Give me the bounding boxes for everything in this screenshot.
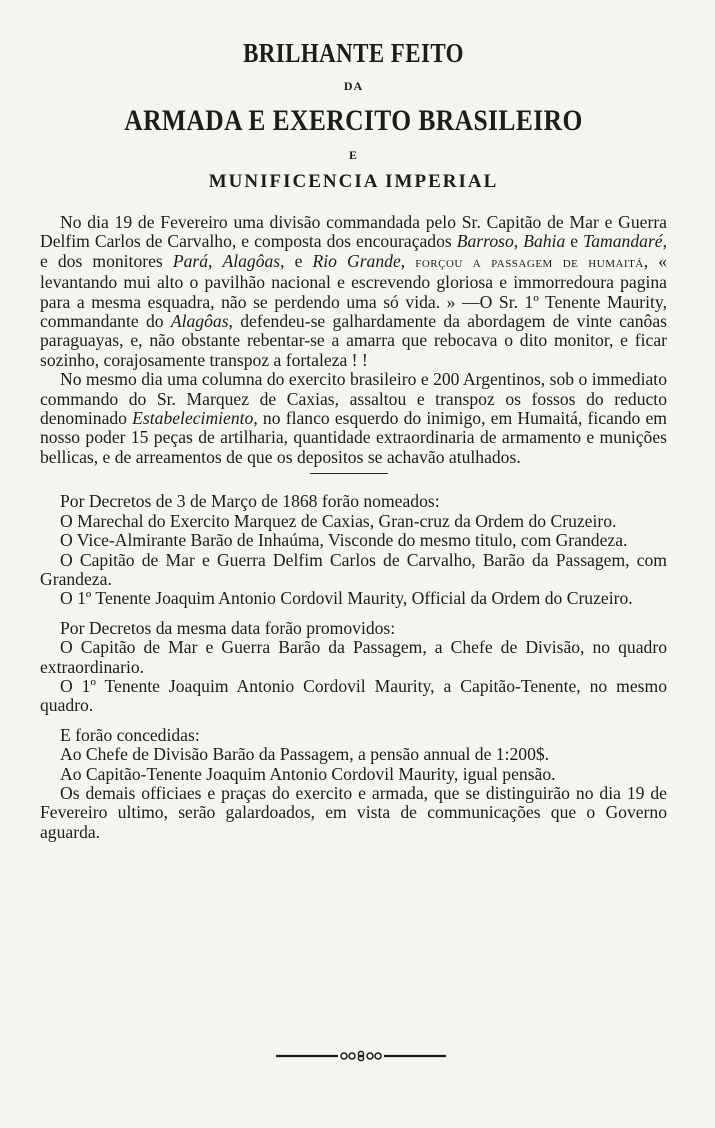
ship-barroso: Barroso [456, 231, 514, 252]
title-e: E [348, 148, 358, 162]
ship-para: Pará [172, 250, 209, 271]
ship-rio-grande: Rio Grande [312, 250, 401, 271]
decrees-intro: Por Decretos de 3 de Março de 1868 forão nomeados: [60, 491, 440, 512]
pensions-intro: E forão concedidas: [60, 724, 200, 745]
decree-item: O 1º Tenente Joaquim Antonio Cordovil Maurity, Official da Ordem do Cruzeiro. [60, 588, 633, 609]
title-brilhante-feito: BRILHANTE FEITO [243, 38, 464, 68]
ship-tamandare: Tamandaré [583, 231, 663, 252]
ship-bahia: Bahia [523, 231, 566, 252]
pension-item: Ao Chefe de Divisão Barão da Passagem, a pensão annual de 1:200$. [60, 744, 550, 765]
ship-alagoas-2: Alagôas [170, 311, 229, 332]
title-da: DA [343, 79, 364, 93]
promotion-item: O Capitão de Mar e Guerra Barão da Passagem, a Chefe de Divisão, no quadro extraordinario. [40, 637, 667, 677]
decree-item: O Marechal do Exercito Marquez de Caxias, Gran-cruz da Ordem do Cruzeiro. [60, 510, 617, 531]
ship-alagoas: Alagôas [222, 250, 281, 271]
promotions-intro: Por Decretos da mesma data forão promovidos: [60, 617, 396, 638]
title-armada-exercito: ARMADA E EXERCITO BRASILEIRO [124, 104, 583, 137]
decree-item: O Capitão de Mar e Guerra Delfim Carlos de Carvalho, Barão da Passagem, com Grandeza. [40, 549, 667, 589]
paragraph-army: No mesmo dia uma columna do exercito brasileiro e 200 Argentinos, sob o immediato commando do Sr. Marquez de Caxias, assaltou e transpoz os fossos do reducto denominado Estabelecimiento, no flanco esquerdo do inimigo, em Humaitá, ficando em nosso poder 15 peças de artilharia, quantidade extraordinaria de armamento e munições bellicas, e de arreamentos de que os depositos se achavão atulhados. [40, 369, 667, 467]
promotion-item: O 1º Tenente Joaquim Antonio Cordovil Maurity, a Capitão-Tenente, no mesmo quadro. [40, 675, 667, 716]
closing-paragraph: Os demais officiaes e praças do exercito e armada, que se distinguirão no dia 19 de Fevereiro ultimo, serão galardoados, em vista de communicações que o Governo aguarda. [40, 782, 667, 842]
pension-item: Ao Capitão-Tenente Joaquim Antonio Cordovil Maurity, igual pensão. [60, 763, 556, 784]
ornament-divider-icon [276, 1050, 446, 1062]
reducto-estabelecimiento: Estabelecimiento [132, 408, 254, 429]
forcou-passagem: forçou a passagem de humaitá [415, 254, 644, 271]
paragraph-naval: No dia 19 de Fevereiro uma divisão commandada pelo Sr. Capitão de Mar e Guerra Delfim Carlos de Carvalho, e composta dos encouraçados Barroso, Bahia e Tamandaré, e dos monitores Pará, Alagôas, e Rio Grande, forçou a passagem de humaitá, « levantando mui alto o pavilhão nacional e escrevendo gloriosa e immorredoura pagina para a mesma esquadra, não se perdendo uma só vida. » —O Sr. 1º Tenente Maurity, commandante do Alagôas, defendeu-se galhardamente da abordagem de vinte canôas paraguayas, e, não obstante rebentar-se a amarra que rebocava o dito monitor, e ficar sozinho, corajosamente transpoz a fortaleza ! ! [40, 212, 668, 370]
document-body [40, 213, 667, 842]
decree-item: O Vice-Almirante Barão de Inhaúma, Visconde do mesmo titulo, com Grandeza. [60, 530, 628, 551]
title-munificencia: MUNIFICENCIA IMPERIAL [208, 171, 499, 192]
